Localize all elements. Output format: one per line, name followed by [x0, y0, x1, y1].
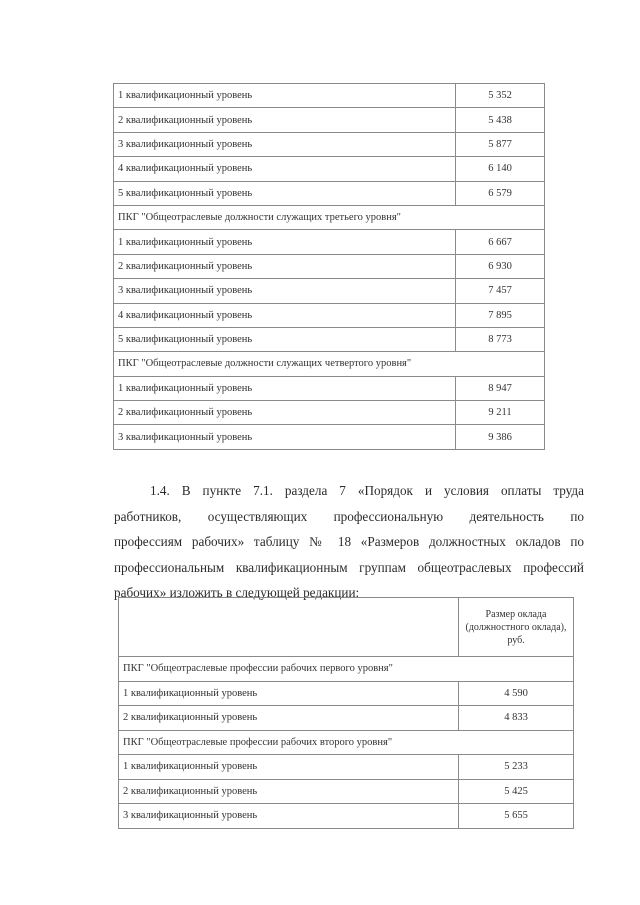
level-label: 1 квалификационный уровень [114, 84, 456, 108]
paragraph-line: работников, осуществляющих профессиональную деятельность по [114, 508, 584, 524]
table-row [114, 132, 545, 156]
table-header-salary: Размер оклада (должностного оклада), руб. [459, 598, 574, 657]
level-label: 5 квалификационный уровень [114, 327, 456, 351]
level-label: 4 квалификационный уровень [114, 303, 456, 327]
table-row [119, 681, 574, 706]
table-row [114, 279, 545, 303]
group-row [114, 205, 545, 229]
salary-value: 5 438 [456, 108, 545, 132]
salary-value: 6 667 [456, 230, 545, 254]
salary-table-workers-body [119, 598, 574, 829]
level-label: 2 квалификационный уровень [119, 706, 459, 731]
level-label: 3 квалификационный уровень [114, 279, 456, 303]
salary-value: 5 425 [459, 779, 574, 804]
salary-value: 9 386 [456, 425, 545, 449]
level-label: 1 квалификационный уровень [119, 681, 459, 706]
level-label: 2 квалификационный уровень [114, 401, 456, 425]
table-row [114, 303, 545, 327]
group-row [119, 730, 574, 755]
salary-value: 7 895 [456, 303, 545, 327]
level-label: 5 квалификационный уровень [114, 181, 456, 205]
salary-value: 8 773 [456, 327, 545, 351]
level-label: 1 квалификационный уровень [119, 755, 459, 780]
amendment-paragraph [114, 478, 584, 606]
salary-table-employees [113, 83, 545, 450]
salary-value: 9 211 [456, 401, 545, 425]
salary-value: 6 140 [456, 157, 545, 181]
paragraph-line: профессиональным квалификационным группам общеотраслевых профессий [114, 559, 584, 575]
paragraph-line: рабочих» изложить в следующей редакции: [114, 585, 360, 600]
table-row [114, 327, 545, 351]
table-row [114, 84, 545, 108]
salary-table-employees-body [114, 84, 545, 450]
level-label: 2 квалификационный уровень [114, 108, 456, 132]
salary-value: 4 590 [459, 681, 574, 706]
table-row [114, 254, 545, 278]
table-row [114, 230, 545, 254]
table-row [114, 108, 545, 132]
table-row [119, 779, 574, 804]
table-row [114, 425, 545, 449]
table-row [114, 401, 545, 425]
salary-value: 5 655 [459, 804, 574, 829]
salary-value: 4 833 [459, 706, 574, 731]
group-row [119, 657, 574, 682]
salary-value: 7 457 [456, 279, 545, 303]
salary-value: 5 233 [459, 755, 574, 780]
paragraph-line: 1.4. В пункте 7.1. раздела 7 «Порядок и условия оплаты труда [150, 483, 584, 498]
group-title: ПКГ "Общеотраслевые должности служащих третьего уровня" [114, 205, 545, 229]
table-row [114, 157, 545, 181]
level-label: 2 квалификационный уровень [114, 254, 456, 278]
level-label: 3 квалификационный уровень [114, 425, 456, 449]
level-label: 1 квалификационный уровень [114, 230, 456, 254]
group-title: ПКГ "Общеотраслевые должности служащих четвертого уровня" [114, 352, 545, 376]
level-label: 1 квалификационный уровень [114, 376, 456, 400]
group-row [114, 352, 545, 376]
salary-value: 5 352 [456, 84, 545, 108]
level-label: 3 квалификационный уровень [114, 132, 456, 156]
level-label: 3 квалификационный уровень [119, 804, 459, 829]
table-row [119, 755, 574, 780]
paragraph-line: профессиям рабочих» таблицу № 18 «Размеров должностных окладов по [114, 534, 584, 549]
salary-value: 6 579 [456, 181, 545, 205]
table-row [119, 706, 574, 731]
level-label: 4 квалификационный уровень [114, 157, 456, 181]
group-title: ПКГ "Общеотраслевые профессии рабочих первого уровня" [119, 657, 574, 682]
group-title: ПКГ "Общеотраслевые профессии рабочих второго уровня" [119, 730, 574, 755]
salary-value: 8 947 [456, 376, 545, 400]
salary-value: 5 877 [456, 132, 545, 156]
table-row [114, 376, 545, 400]
table-row [119, 804, 574, 829]
table-header-row [119, 598, 574, 657]
table-row [114, 181, 545, 205]
table-header-empty-cell [119, 598, 459, 657]
salary-value: 6 930 [456, 254, 545, 278]
level-label: 2 квалификационный уровень [119, 779, 459, 804]
salary-table-workers [118, 597, 574, 829]
